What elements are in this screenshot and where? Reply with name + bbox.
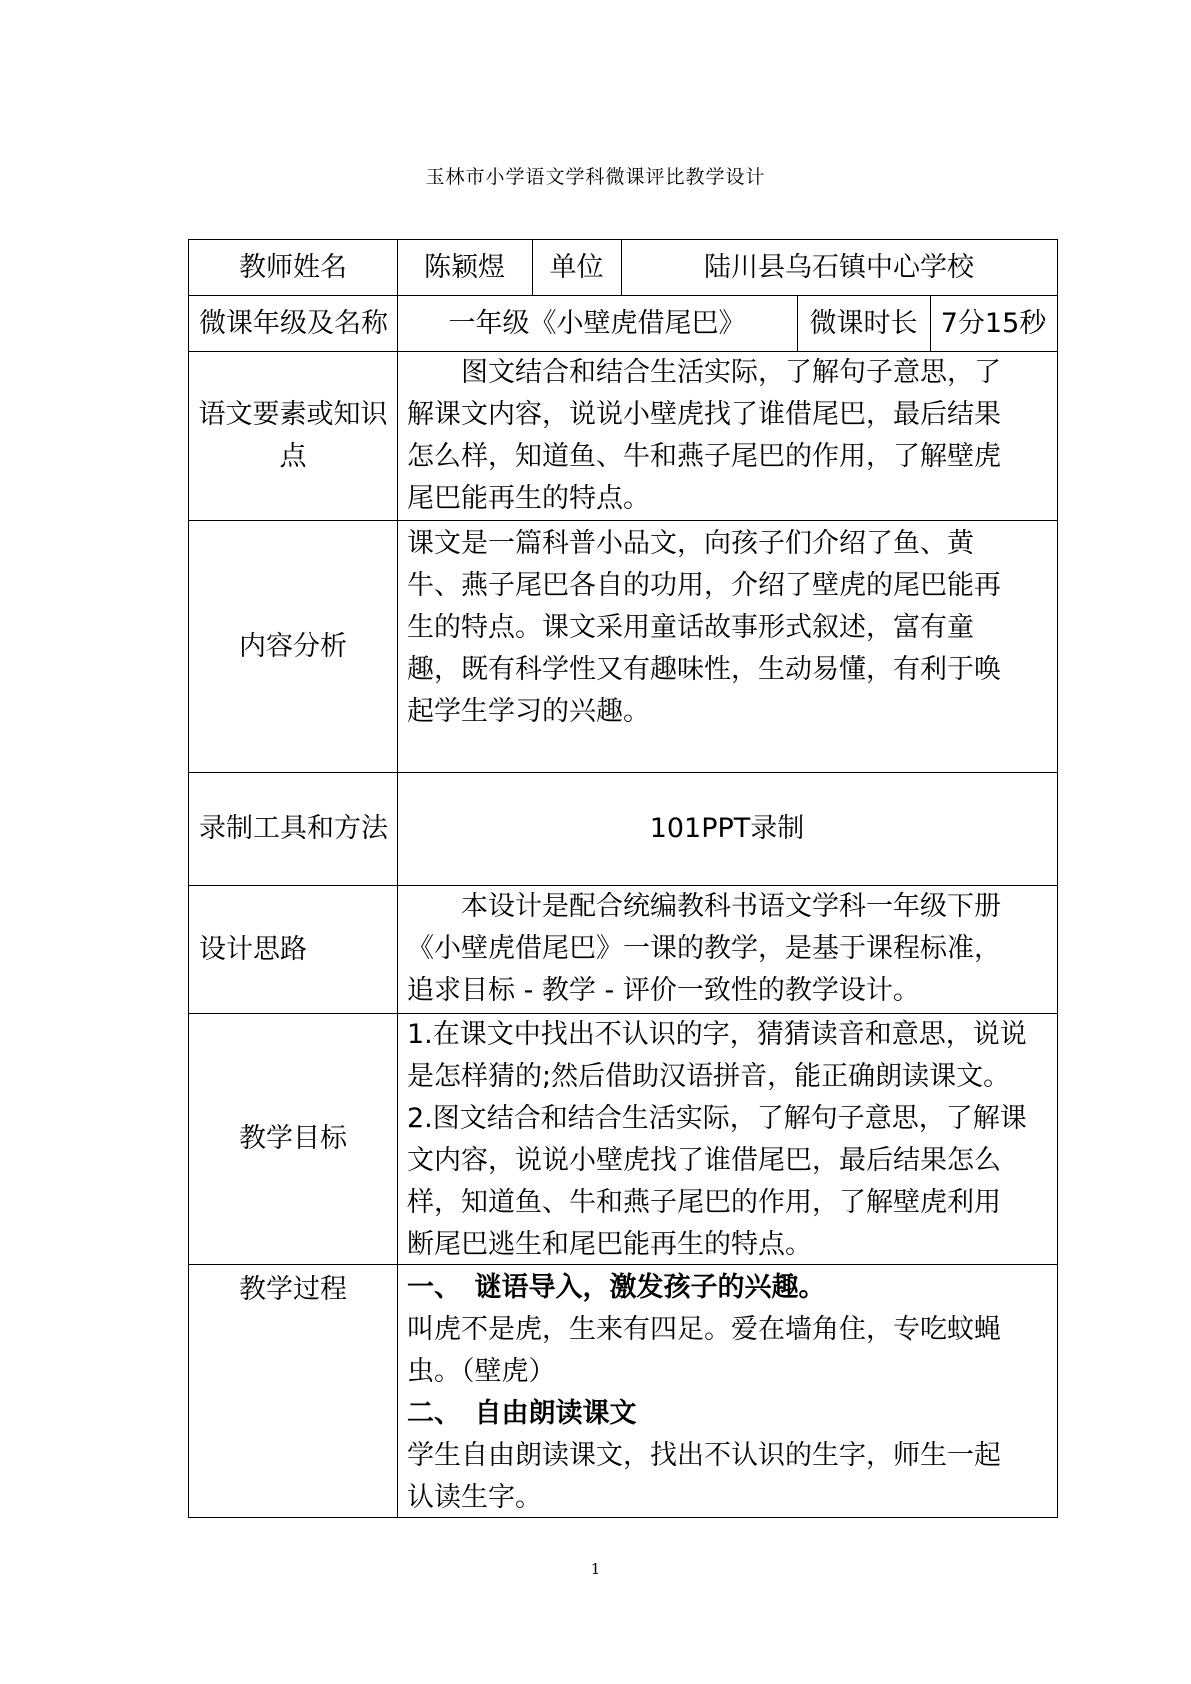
objectives-line: 1.在课文中找出不认识的字，猜猜读音和意思，说说 [407,1019,1027,1050]
knowledge-label-line: 语文要素或知识 [198,399,388,430]
design-idea-label: 设计思路 [199,933,307,965]
design-idea-row [188,886,1058,1014]
content-analysis-text [397,521,1057,772]
content-analysis-line: 牛、燕子尾巴各自的功用，介绍了壁虎的尾巴能再 [407,570,1001,601]
content-analysis-line: 生的特点。课文采用童话故事形式叙述，富有童 [407,612,974,643]
design-idea-line: 《小壁虎借尾巴》一课的教学，是基于课程标准， [407,933,1001,964]
design-idea-text [397,886,1057,1013]
duration-label: 微课时长 [809,307,918,339]
objectives-line: 文内容，说说小壁虎找了谁借尾巴，最后结果怎么 [407,1145,1001,1176]
knowledge-line: 尾巴能再生的特点。 [407,483,650,514]
process-text [397,1265,1057,1517]
knowledge-line: 怎么样，知道鱼、牛和燕子尾巴的作用，了解壁虎 [407,441,1001,472]
content-analysis-line: 起学生学习的兴趣。 [407,696,650,727]
recording-label: 录制工具和方法 [199,813,388,844]
knowledge-text [397,352,1057,520]
course-name-label: 微课年级及名称 [199,307,388,339]
teacher-name-label: 教师姓名 [239,251,347,283]
process-label: 教学过程 [239,1274,347,1305]
design-idea-line: 追求目标 - 教学 - 评价一致性的教学设计。 [407,975,920,1006]
unit-value: 陆川县乌石镇中心学校 [704,251,974,283]
objectives-label: 教学目标 [239,1123,347,1154]
content-analysis-row [188,521,1058,773]
knowledge-row [188,352,1058,521]
course-name-value: 一年级《小壁虎借尾巴》 [448,307,746,339]
course-row [188,296,1058,352]
process-step1-line: 叫虎不是虎，生来有四足。爱在墙角住，专吃蚊蝇 [407,1314,1001,1345]
recording-value: 101PPT录制 [649,813,805,844]
unit-label: 单位 [549,251,604,283]
knowledge-line: 图文结合和结合生活实际，了解句子意思，了 [407,357,1001,388]
objectives-row [188,1014,1058,1265]
content-analysis-line: 趣，既有科学性又有趣味性，生动易懂，有利于唤 [407,654,1001,685]
process-row [188,1265,1058,1518]
design-idea-line: 本设计是配合统编教科书语文学科一年级下册 [407,891,1001,922]
process-step2-line: 认读生字。 [407,1482,542,1513]
content-analysis-line: 课文是一篇科普小品文，向孩子们介绍了鱼、黄 [407,528,974,559]
content-analysis-label: 内容分析 [239,630,347,662]
process-step2-line: 学生自由朗读课文，找出不认识的生字，师生一起 [407,1440,1001,1471]
knowledge-label [189,352,397,520]
knowledge-label-line: 点 [279,441,307,472]
objectives-line: 断尾巴逃生和尾巴能再生的特点。 [407,1229,812,1260]
recording-row [188,773,1058,886]
objectives-line: 2.图文结合和结合生活实际，了解句子意思，了解课 [407,1103,1027,1134]
objectives-line: 样，知道鱼、牛和燕子尾巴的作用，了解壁虎利用 [407,1187,1001,1218]
process-step1-heading: 一、 谜语导入，激发孩子的兴趣。 [407,1272,826,1303]
knowledge-line: 解课文内容，说说小壁虎找了谁借尾巴，最后结果 [407,399,1001,430]
teacher-row [188,239,1058,296]
lesson-design-form [188,239,1058,1518]
page-number: 1 [590,1560,601,1578]
duration-value: 7分15秒 [940,307,1047,339]
objectives-text [397,1014,1057,1264]
objectives-line: 是怎样猜的;然后借助汉语拼音，能正确朗读课文。 [407,1061,1011,1092]
teacher-name-value: 陈颖煜 [424,251,505,283]
process-step1-line: 虫。（壁虎） [407,1356,556,1387]
process-step2-heading: 二、 自由朗读课文 [407,1398,637,1429]
document-title: 玉林市小学语文学科微课评比教学设计 [425,166,766,188]
